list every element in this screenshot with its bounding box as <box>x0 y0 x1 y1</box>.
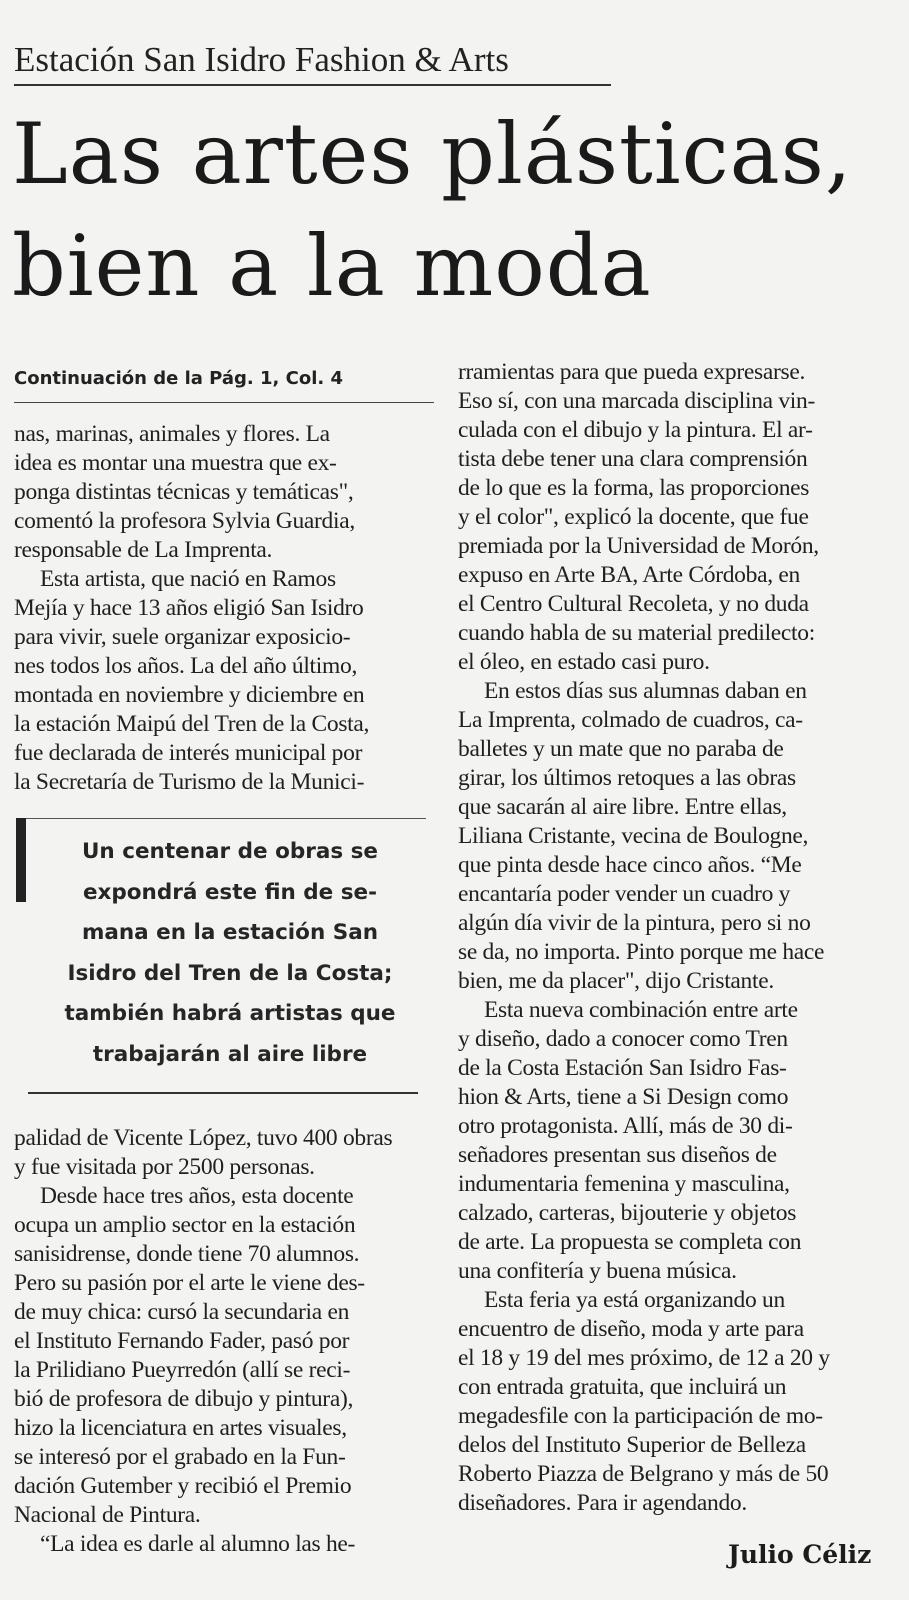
text-line: que sacarán al aire libre. Entre ellas, <box>458 794 787 820</box>
text-line: balletes y un mate que no paraba de <box>458 736 784 762</box>
text-line: hion & Arts, tiene a Si Design como <box>458 1084 789 1110</box>
left-column-bottom <box>14 1124 434 1559</box>
headline-line-1: Las artes plásticas, <box>12 105 853 203</box>
text-line: para vivir, suele organizar exposicio- <box>14 624 351 650</box>
text-line: Desde hace tres años, esta docente <box>40 1183 354 1209</box>
pullquote-top-rule <box>16 818 426 819</box>
text-line: de arte. La propuesta se completa con <box>458 1229 802 1255</box>
text-line: nes todos los años. La del año último, <box>14 653 358 679</box>
text-line: indumentaria femenina y masculina, <box>458 1171 790 1197</box>
text-line: el Centro Cultural Recoleta, y no duda <box>458 591 809 617</box>
text-line: dación Gutember y recibió el Premio <box>14 1473 352 1499</box>
text-line: Esta feria ya está organizando un <box>484 1287 785 1313</box>
text-line: ocupa un amplio sector en la estación <box>14 1212 356 1238</box>
section-kicker: Estación San Isidro Fashion & Arts <box>14 40 509 79</box>
byline: Julio Céliz <box>728 1540 872 1569</box>
text-line: hizo la licenciatura en artes visuales, <box>14 1415 347 1441</box>
text-line: palidad de Vicente López, tuvo 400 obras <box>14 1125 393 1151</box>
text-line: Esta artista, que nació en Ramos <box>40 566 336 592</box>
pullquote-line: expondrá este fin de se- <box>82 879 378 905</box>
text-line: expuso en Arte BA, Arte Córdoba, en <box>458 562 800 588</box>
pullquote-line: mana en la estación San <box>81 920 379 945</box>
text-line: se da, no importa. Pinto porque me hace <box>458 939 825 965</box>
text-line: La Imprenta, colmado de cuadros, ca- <box>458 707 803 733</box>
text-line: señadores presentan sus diseños de <box>458 1142 777 1168</box>
pullquote-line: también habrá artistas que <box>64 1001 396 1026</box>
right-column <box>458 358 894 1518</box>
text-line: y el color", explicó la docente, que fue <box>458 504 809 530</box>
text-line: bió de profesora de dibujo y pintura), <box>14 1386 354 1412</box>
text-line: Mejía y hace 13 años eligió San Isidro <box>14 595 364 621</box>
kicker-rule <box>14 84 611 86</box>
text-line: nas, marinas, animales y flores. La <box>14 421 330 447</box>
text-line: la Prilidiano Pueyrredón (allí se reci- <box>14 1357 351 1383</box>
text-line: Nacional de Pintura. <box>14 1502 201 1528</box>
text-line: bien, me da placer", dijo Cristante. <box>458 968 774 994</box>
text-line: sanisidrense, donde tiene 70 alumnos. <box>14 1241 360 1267</box>
text-line: Eso sí, con una marcada disciplina vin- <box>458 388 816 414</box>
text-line: Roberto Piazza de Belgrano y más de 50 <box>458 1461 829 1487</box>
text-line: montada en noviembre y diciembre en <box>14 682 365 708</box>
text-line: rramientas para que pueda expresarse. <box>458 359 806 385</box>
text-line: delos del Instituto Superior de Belleza <box>458 1432 806 1458</box>
pullquote-line: Isidro del Tren de la Costa; <box>67 960 393 986</box>
pullquote-line: trabajarán al aire libre <box>92 1041 368 1067</box>
text-line: se interesó por el grabado en la Fun- <box>14 1444 346 1470</box>
text-line: encuentro de diseño, moda y arte para <box>458 1316 804 1342</box>
text-line: una confitería y buena música. <box>458 1258 737 1284</box>
text-line: el 18 y 19 del mes próximo, de 12 a 20 y <box>458 1345 830 1371</box>
text-line: la Secretaría de Turismo de la Munici- <box>14 769 365 795</box>
continuation-rule <box>14 402 434 403</box>
text-line: otro protagonista. Allí, más de 30 di- <box>458 1113 793 1139</box>
text-line: premiada por la Universidad de Morón, <box>458 533 819 559</box>
text-line: cuando habla de su material predilecto: <box>458 620 815 646</box>
text-line: tista debe tener una clara comprensión <box>458 446 808 472</box>
text-line: encantaría poder vender un cuadro y <box>458 881 791 907</box>
text-line: el Instituto Fernando Fader, pasó por <box>14 1328 350 1354</box>
text-line: Liliana Cristante, vecina de Boulogne, <box>458 823 809 849</box>
text-line: Esta nueva combinación entre arte <box>484 997 798 1023</box>
text-line: fue declarada de interés municipal por <box>14 740 363 766</box>
text-line: con entrada gratuita, que incluirá un <box>458 1374 787 1400</box>
text-line: diseñadores. Para ir agendando. <box>458 1490 747 1516</box>
text-line: de muy chica: cursó la secundaria en <box>14 1299 350 1325</box>
text-line: idea es montar una muestra que ex- <box>14 450 337 476</box>
pullquote <box>30 832 430 1075</box>
text-line: culada con el dibujo y la pintura. El ar- <box>458 417 813 443</box>
headline <box>12 98 892 322</box>
text-line: que pinta desde hace cinco años. “Me <box>458 852 802 878</box>
text-line: calzado, carteras, bijouterie y objetos <box>458 1200 797 1226</box>
pullquote-bar <box>16 818 26 902</box>
continuation-note: Continuación de la Pág. 1, Col. 4 <box>14 368 344 389</box>
text-line: responsable de La Imprenta. <box>14 537 273 563</box>
pullquote-bottom-rule <box>28 1092 418 1094</box>
text-line: girar, los últimos retoques a las obras <box>458 765 796 791</box>
text-line: y fue visitada por 2500 personas. <box>14 1154 315 1180</box>
text-line: algún día vivir de la pintura, pero si no <box>458 910 811 936</box>
text-line: la estación Maipú del Tren de la Costa, <box>14 711 370 737</box>
text-line: megadesfile con la participación de mo- <box>458 1403 823 1429</box>
text-line: “La idea es darle al alumno las he- <box>40 1531 356 1557</box>
text-line: de la Costa Estación San Isidro Fas- <box>458 1055 787 1081</box>
text-line: Pero su pasión por el arte le viene des- <box>14 1270 365 1296</box>
text-line: el óleo, en estado casi puro. <box>458 649 710 675</box>
text-line: de lo que es la forma, las proporciones <box>458 475 810 501</box>
text-line: y diseño, dado a conocer como Tren <box>458 1026 788 1052</box>
text-line: comentó la profesora Sylvia Guardia, <box>14 508 355 534</box>
left-column-top <box>14 420 434 797</box>
text-line: ponga distintas técnicas y temáticas", <box>14 479 354 505</box>
text-line: En estos días sus alumnas daban en <box>484 678 807 704</box>
pullquote-line: Un centenar de obras se <box>81 839 379 864</box>
headline-line-2: bien a la moda <box>12 217 652 315</box>
